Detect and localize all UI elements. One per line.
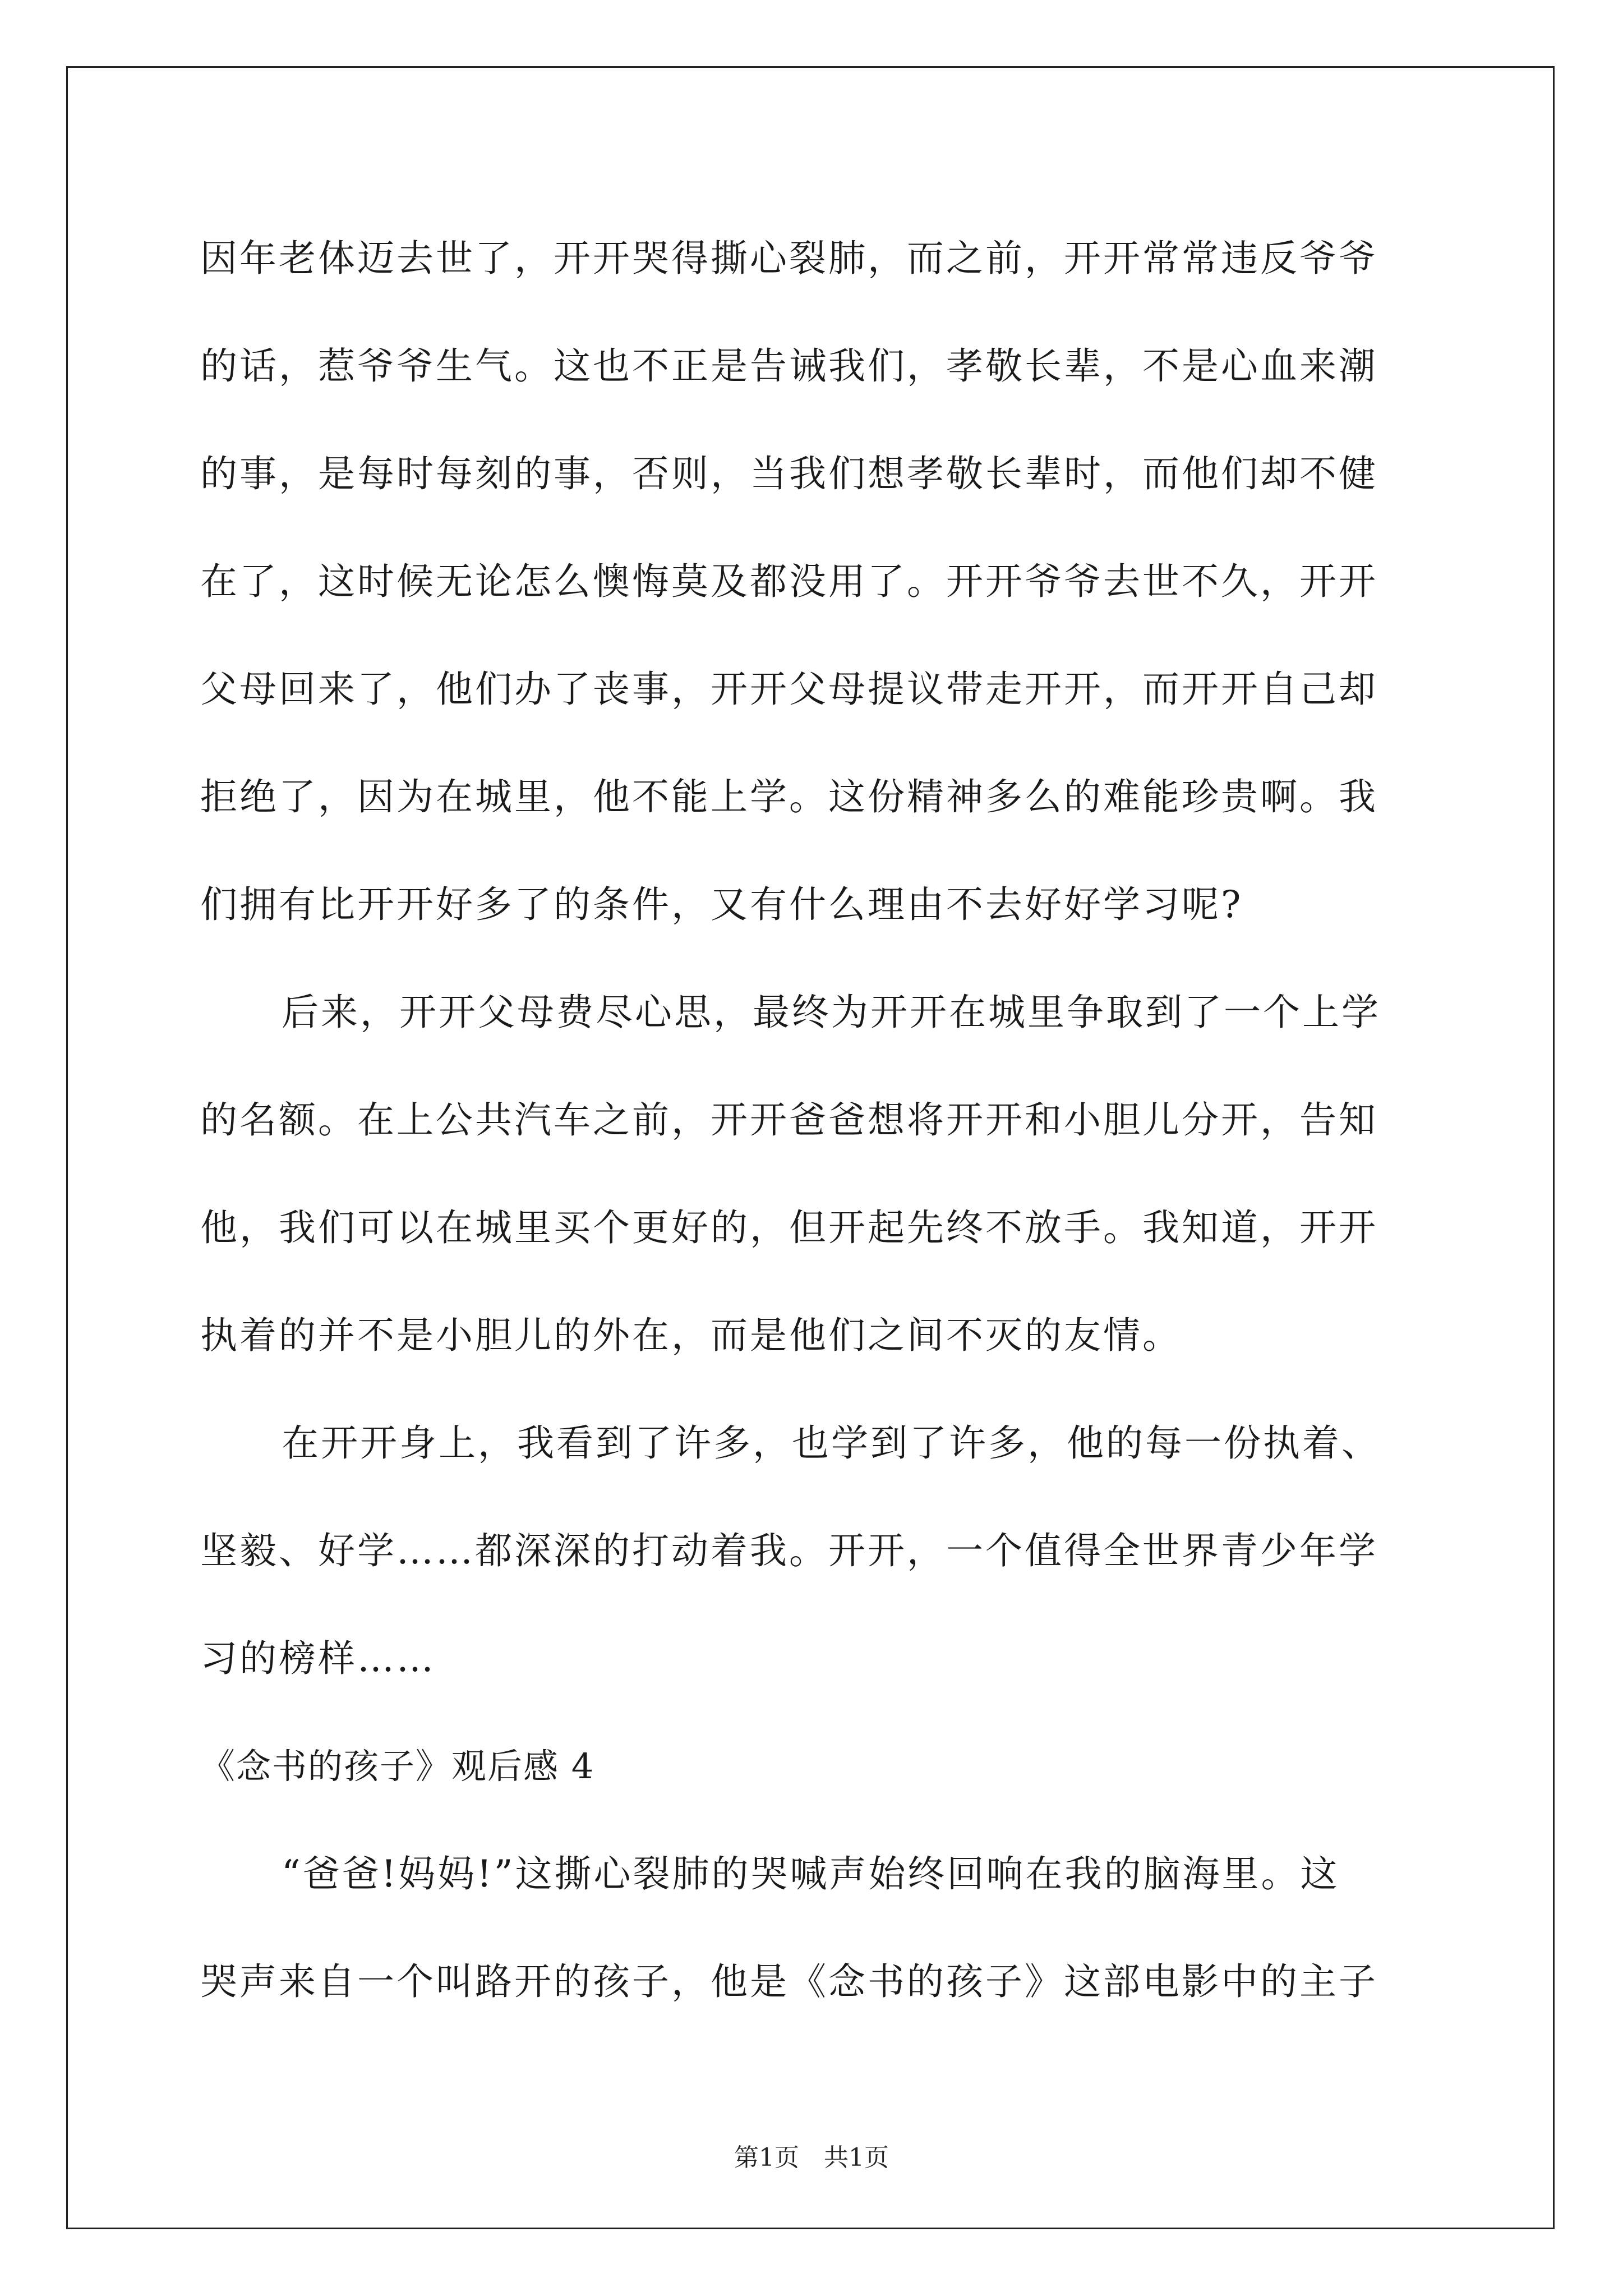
section-heading: 《念书的孩子》观后感 4 [200,1746,595,1787]
text-line: 们拥有比开开好多了的条件，又有什么理由不去好好学习呢? [200,883,1243,926]
text-line: 哭声来自一个叫路开的孩子，他是《念书的孩子》这部电影中的主子 [200,1960,1378,2003]
paragraph-first-line: 后来，开开父母费尽心思，最终为开开在城里争取到了一个上学 [282,991,1381,1034]
text-line: 他，我们可以在城里买个更好的，但开起先终不放手。我知道，开开 [200,1206,1378,1249]
text-line: 父母回来了，他们办了丧事，开开父母提议带走开开，而开开自己却 [200,668,1378,711]
text-line: 习的榜样…… [200,1637,436,1680]
text-line: 坚毅、好学……都深深的打动着我。开开，一个值得全世界青少年学 [200,1529,1378,1572]
text-line: 的话，惹爷爷生气。这也不正是告诫我们，孝敬长辈，不是心血来潮 [200,344,1378,388]
paragraph-first-line: 在开开身上，我看到了许多，也学到了许多，他的每一份执着、 [282,1421,1381,1465]
text-line: 拒绝了，因为在城里，他不能上学。这份精神多么的难能珍贵啊。我 [200,775,1378,818]
text-line: 的事，是每时每刻的事，否则，当我们想孝敬长辈时，而他们却不健 [200,452,1378,495]
document-body [200,205,1434,2036]
text-line: 因年老体迈去世了，开开哭得撕心裂肺，而之前，开开常常违反爷爷 [200,237,1378,280]
text-line: 执着的并不是小胆儿的外在，而是他们之间不灭的友情。 [200,1314,1182,1357]
text-line: 的名额。在上公共汽车之前，开开爸爸想将开开和小胆儿分开，告知 [200,1098,1378,1142]
text-line: 在了，这时候无论怎么懊悔莫及都没用了。开开爷爷去世不久，开开 [200,560,1378,603]
paragraph-first-line: “爸爸!妈妈!”这撕心裂肺的哭喊声始终回响在我的脑海里。这 [282,1852,1340,1895]
page-footer: 第1页 共1页 [734,2143,889,2172]
